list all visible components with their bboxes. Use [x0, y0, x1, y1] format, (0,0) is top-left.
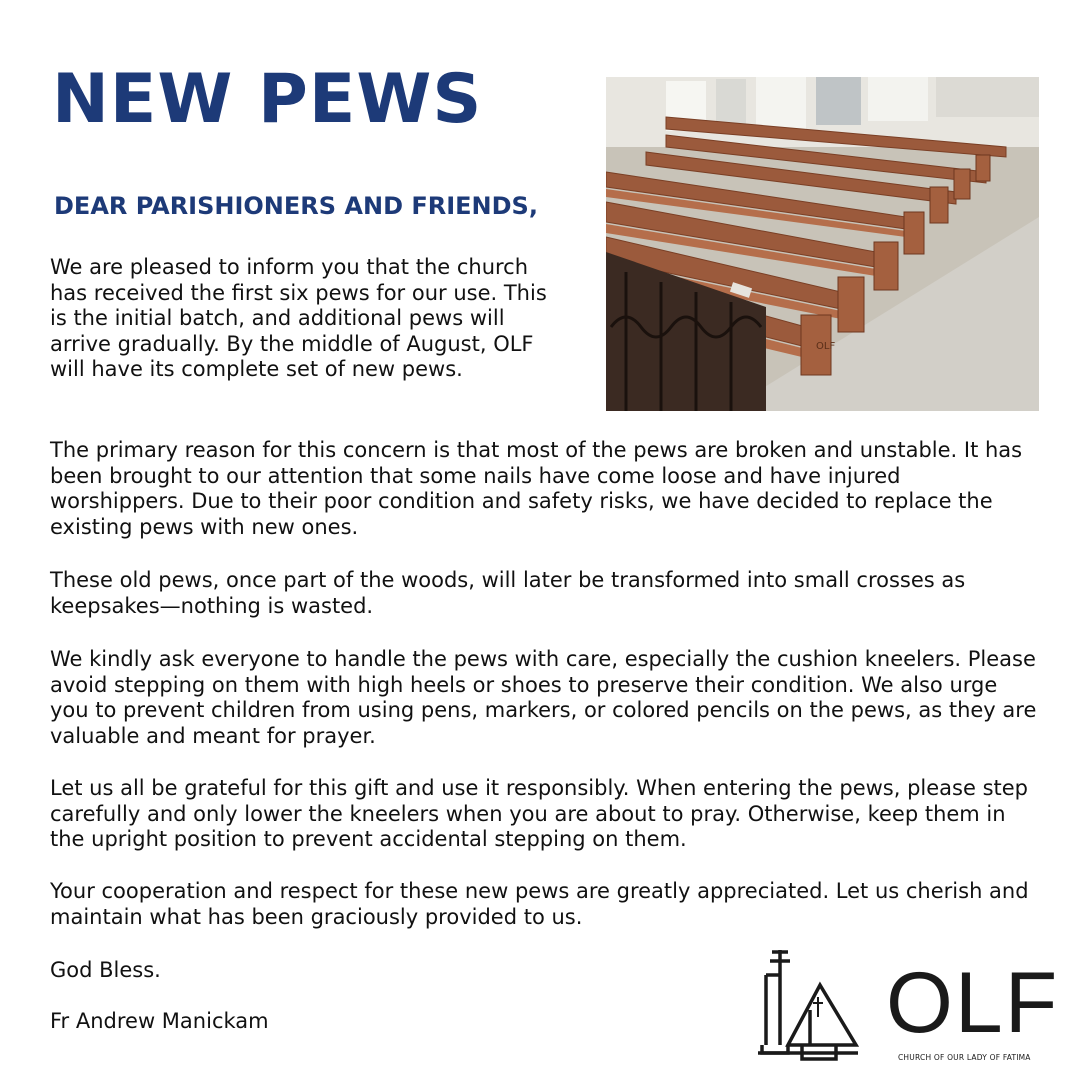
logo-subtitle: CHURCH OF OUR LADY OF FATIMA	[898, 1053, 1031, 1062]
paragraph-announcement: We are pleased to inform you that the church has received the first six pews for our use. This is the initial batch, and additional pews will arrive gradually. By the middle of August, OLF will have its complete set of new pews.	[50, 255, 547, 381]
paragraph-appreciation: Your cooperation and respect for these new pews are greatly appreciated. Let us cherish and maintain what has been graciously provided to us.	[50, 879, 1029, 929]
logo-wordmark: OLF	[886, 955, 1060, 1051]
pew-end-label: OLF	[816, 341, 836, 352]
salutation-heading: DEAR PARISHIONERS AND FRIENDS,	[54, 192, 538, 220]
paragraph-reason: The primary reason for this concern is that most of the pews are broken and unstable. It has been brought to our attention that some nails have come loose and have injured worshippers. Due to their poor condition and safety risks, we have decided to replace the existing pews with new ones.	[50, 438, 1023, 539]
paragraph-old-pews: These old pews, once part of the woods, will later be transformed into small crosses as keepsakes—nothing is wasted.	[50, 568, 966, 618]
paragraph-gratitude: Let us all be grateful for this gift and use it responsibly. When entering the pews, please step carefully and only lower the kneelers when you are about to pray. Otherwise, keep them in the upright position to prevent accidental stepping on them.	[50, 776, 1028, 851]
church-pews-photo	[606, 77, 1039, 411]
closing-blessing: God Bless.	[50, 958, 161, 982]
page-title: NEW PEWS	[52, 60, 483, 139]
paragraph-care-request: We kindly ask everyone to handle the pews with care, especially the cushion kneelers. Please avoid stepping on them with high heels or shoes to preserve their condition. We also urge you to prevent children from using pens, markers, or colored pencils on the pews, as they are valuable and meant for prayer.	[50, 647, 1037, 748]
signature-name: Fr Andrew Manickam	[50, 1009, 269, 1033]
